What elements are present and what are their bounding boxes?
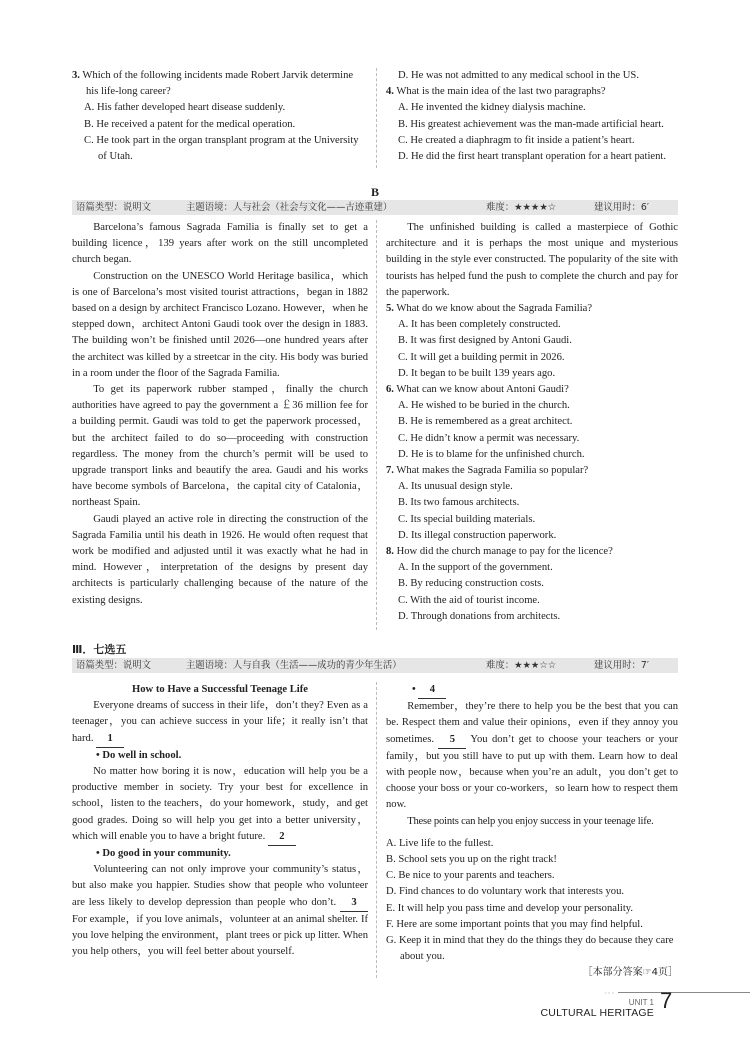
- footer-rule: [618, 992, 750, 993]
- paragraph: To get its paperwork rubber stamped，finally the church authorities have agreed to pay the government a ￡36 million fee for a building permit. Gaudi was told to get the paperwork processed，but the architect failed to do so—proceeding with construction regardless. The money from the church’s permit will be used to upgrade transport links and beautify the area. Gaudi and his works have become symbols of Barcelona，the capital city of Catalonia，northeast Spain.: [72, 384, 368, 509]
- option: C. He took part in the organ transplant program at the University of Utah.: [84, 134, 359, 163]
- option: B. It was first designed by Antoni Gaudi.: [398, 335, 572, 347]
- meta-type: 语篇类型：说明文: [76, 660, 152, 671]
- question-number: 4.: [386, 86, 394, 98]
- subheading: • Do good in your community.: [96, 848, 231, 860]
- meta-difficulty: 难度：★★★☆☆: [486, 660, 557, 671]
- question-stem: What can we know about Antoni Gaudi?: [396, 384, 569, 396]
- question-4: [386, 68, 678, 165]
- option: C. He created a diaphragm to fit inside a patient’s heart.: [398, 134, 635, 146]
- passage-c-right: [386, 682, 678, 982]
- paragraph: Barcelona’s famous Sagrada Familia is finally set to get a building licence，139 years after work on the still uncompleted church began.: [72, 222, 368, 266]
- option: C. With the aid of tourist income.: [398, 594, 540, 606]
- paragraph: These points can help you enjoy success in your teenage life.: [407, 815, 654, 827]
- meta-difficulty: 难度：★★★★☆: [486, 202, 557, 213]
- unit-title: CULTURAL HERITAGE: [540, 1007, 654, 1019]
- option: D. He did the first heart transplant operation for a heart patient.: [398, 151, 666, 163]
- option: A. He wished to be buried in the church.: [398, 400, 570, 412]
- blank-5: 5: [438, 732, 466, 749]
- choice-option: B. School sets you up on the right track!: [386, 854, 557, 866]
- column-divider: [376, 68, 377, 168]
- unit-label: UNIT 1: [628, 998, 654, 1007]
- question-number: 5.: [386, 303, 394, 315]
- paragraph: Remember，they’re there to help you be the best that you can be. Respect them and value their opinions，even if they annoy you sometimes. 5 You don’t get to choose your teachers or your family，but you still have to put up with them. Learn how to deal with people now，because when you’re an adult，you don’t get to choose your boss or your co-workers，so learn how to respect them now.: [386, 701, 678, 811]
- question-5: [386, 301, 678, 382]
- option: A. In the support of the government.: [398, 562, 553, 574]
- question-6: [386, 382, 678, 463]
- question-3: [72, 68, 368, 165]
- section-heading: Ⅲ．七选五: [72, 643, 127, 656]
- option: C. It will get a building permit in 2026.: [398, 351, 565, 363]
- paragraph: Everyone dreams of success in their life，don’t they? Even as a teenager，you can achieve success in your life；it really isn’t that hard. 1: [72, 698, 368, 748]
- option: A. He invented the kidney dialysis machine.: [398, 102, 586, 114]
- decorative-dots: ◦◦◦: [604, 990, 615, 997]
- passage-b-right: [386, 220, 678, 625]
- choice-option: E. It will help you pass time and develop your personality.: [386, 902, 634, 914]
- paragraph: Volunteering can not only improve your community’s status，but also make you happier. Studies show that people who volunteer are less likely to develop depression than people who don’t. 3 For example，if you love animals，volunteer at an animal shelter. If you love helping the environment，plant trees or pick up litter. When you help others，you will feel better about yourself.: [72, 864, 368, 958]
- option: D. He was not admitted to any medical school in the US.: [398, 70, 639, 81]
- blank-2: 2: [268, 829, 296, 846]
- meta-type: 语篇类型：说明文: [76, 202, 152, 213]
- question-7: [386, 463, 678, 544]
- option: B. He is remembered as a great architect.: [398, 416, 573, 428]
- subheading: • 4: [386, 682, 678, 699]
- question-number: 3.: [72, 70, 80, 81]
- option: B. By reducing construction costs.: [398, 578, 544, 590]
- option: D. He is to blame for the unfinished church.: [398, 448, 585, 460]
- choice-option: D. Find chances to do voluntary work that interests you.: [386, 886, 625, 898]
- option: A. His father developed heart disease suddenly.: [84, 102, 286, 114]
- meta-time: 建议用时：6′: [594, 202, 649, 213]
- paragraph: No matter how boring it is now，education will help you be a productive member in society. Try your best for excellence in school，listen to the teachers，do your homework，study，and get good grades. Doing so will help you get into a better university，which will enable you to have a bright future. 2: [72, 764, 368, 846]
- option: B. His greatest achievement was the man-made artificial heart.: [398, 118, 664, 130]
- meta-theme: 主题语境：人与社会（社会与文化——古迹重建）: [186, 202, 393, 213]
- answer-note: ［本部分答案☞4页］: [582, 967, 678, 979]
- choice-option: A. Live life to the fullest.: [386, 837, 494, 849]
- option: D. Its illegal construction paperwork.: [398, 529, 557, 541]
- paragraph: The unfinished building is called a masterpiece of Gothic architecture and it is perhaps the most unique and mysterious building in the style ever constructed. The popularity of the site with tourists has helped fund the push to complete the church and pay for the paperwork.: [386, 222, 678, 298]
- option: C. He didn’t know a permit was necessary.: [398, 432, 580, 444]
- option: B. He received a patent for the medical operation.: [84, 118, 296, 130]
- question-stem: How did the church manage to pay for the licence?: [396, 546, 613, 558]
- question-stem: What do we know about the Sagrada Familia?: [396, 303, 593, 315]
- blank-1: 1: [96, 731, 124, 748]
- choice-option: G. Keep it in mind that they do the things they do because they care about you.: [386, 935, 674, 963]
- passage-b-left: [72, 220, 368, 609]
- question-stem: Which of the following incidents made Robert Jarvik determine his life-long career?: [82, 70, 354, 98]
- option: A. It has been completely constructed.: [398, 319, 561, 331]
- question-stem: What is the main idea of the last two paragraphs?: [396, 86, 606, 98]
- subheading: • Do well in school.: [96, 749, 182, 761]
- choice-option: F. Here are some important points that you may find helpful.: [386, 918, 643, 930]
- option: D. It began to be built 139 years ago.: [398, 367, 556, 379]
- passage-c-left: [72, 682, 368, 960]
- option: B. Its two famous architects.: [398, 497, 520, 509]
- option: D. Through donations from architects.: [398, 610, 561, 622]
- blank-4: 4: [418, 682, 446, 699]
- choice-option: C. Be nice to your parents and teachers.: [386, 870, 555, 882]
- question-8: [386, 544, 678, 625]
- meta-time: 建议用时：7′: [594, 660, 649, 671]
- question-number: 6.: [386, 384, 394, 396]
- section-letter: B: [370, 185, 379, 199]
- option: A. Its unusual design style.: [398, 481, 513, 493]
- paragraph: Construction on the UNESCO World Heritage basilica，which is one of Barcelona’s most visited tourist attractions，began in 1882 based on a design by architect Francisco Lozano. However，when he stepped down，architect Antoni Gaudi took over the design in 1883. The building won’t be finished until 2026—one hundred years after the architect was killed by a streetcar in the city. His body was buried in a room under the floor of the Sagrada Familia.: [72, 270, 368, 379]
- question-number: 7.: [386, 465, 394, 477]
- page-number: 7: [660, 988, 673, 1013]
- question-stem: What makes the Sagrada Familia so popular?: [396, 465, 589, 477]
- option: C. Its special building materials.: [398, 513, 536, 525]
- column-divider: [376, 220, 377, 630]
- passage-title: How to Have a Successful Teenage Life: [132, 684, 308, 695]
- column-divider: [376, 682, 377, 978]
- paragraph: Gaudi played an active role in directing the construction of the Sagrada Familia until his death in 1926. He would often request that work be modified and adjusted until it was exactly what he had in mind. However，interpretation of the designs by present day architects is particularly challenging because of the nature of the existing designs.: [72, 513, 368, 606]
- section-meta-bar: [72, 658, 678, 673]
- blank-3: 3: [340, 895, 368, 912]
- page-footer: [520, 988, 750, 1032]
- section-meta-bar: [72, 200, 678, 215]
- question-number: 8.: [386, 546, 394, 558]
- meta-theme: 主题语境：人与自我（生活——成功的青少年生活）: [186, 660, 402, 671]
